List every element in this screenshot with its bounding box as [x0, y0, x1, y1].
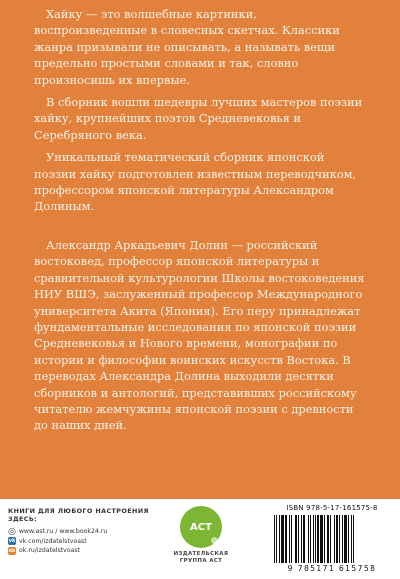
description-paragraph-2: В сборник вошли шедевры лучших мастеров поэзии хайку, крупнейших поэтов Средневековья и Серебряного века.	[34, 95, 363, 142]
website-text: www.ast.ru / www.book24.ru	[18, 528, 108, 535]
ok-link[interactable]	[8, 546, 150, 556]
vk-icon: vk	[8, 538, 16, 545]
back-cover-footer	[0, 499, 400, 579]
isbn-text: ISBN 978-5-17-161575-8	[286, 504, 378, 512]
publisher-mark: АСТ	[190, 521, 212, 533]
vk-text: vk.com/izdatelstvoast	[19, 537, 87, 545]
publisher-links	[8, 507, 150, 556]
publisher-name: ИЗДАТЕЛЬСКАЯ ГРУППА АСТ	[173, 551, 229, 564]
publisher-logo-block	[170, 506, 232, 564]
barcode-digits: 9 785171 615758	[287, 564, 377, 573]
isbn-barcode	[270, 503, 394, 575]
website-link[interactable]	[8, 527, 150, 537]
author-bio: Александр Аркадьевич Долин — российский востоковед, профессор японской литературы и сравнительной культурологии Школы востоковедения НИУ ВШЭ, заслуженный профессор Международного университета Акита (Япония). Его перу принадлежат фундаментальные исследования по японской поэзии Средневековья и Нового времени, монографии по истории и философии воинских искусств Востока. В переводах Александра Долина выходили десятки сборников и антологий, представивших российскому читателю жемчужины японской поэзии с древности до наших дней.	[34, 238, 365, 433]
description-paragraph-3: Уникальный тематический сборник японской поэзии хайку подготовлен известным переводчиком, профессором японской литературы Александром Долиным.	[34, 150, 357, 214]
description-section	[34, 6, 370, 215]
ok-text: ok.ru/izdatelstvoast	[19, 547, 81, 554]
publisher-logo	[180, 506, 222, 548]
barcode-bars	[274, 515, 390, 563]
footer-slogan: КНИГИ ДЛЯ ЛЮБОГО НАСТРОЕНИЯ ЗДЕСЬ:	[8, 507, 149, 523]
odnoklassniki-icon: ok	[8, 547, 16, 554]
description-paragraph-1: Хайку — это волшебные картинки, воспроизведенные в словесных скетчах. Классики жанра призывали не описывать, а называть вещи предельно простыми словами и так, словно произносишь их впервые.	[34, 7, 340, 87]
web-icon: ◎	[8, 526, 16, 537]
barcode-space	[354, 515, 355, 563]
vk-link[interactable]	[8, 537, 150, 547]
author-section	[34, 237, 370, 434]
